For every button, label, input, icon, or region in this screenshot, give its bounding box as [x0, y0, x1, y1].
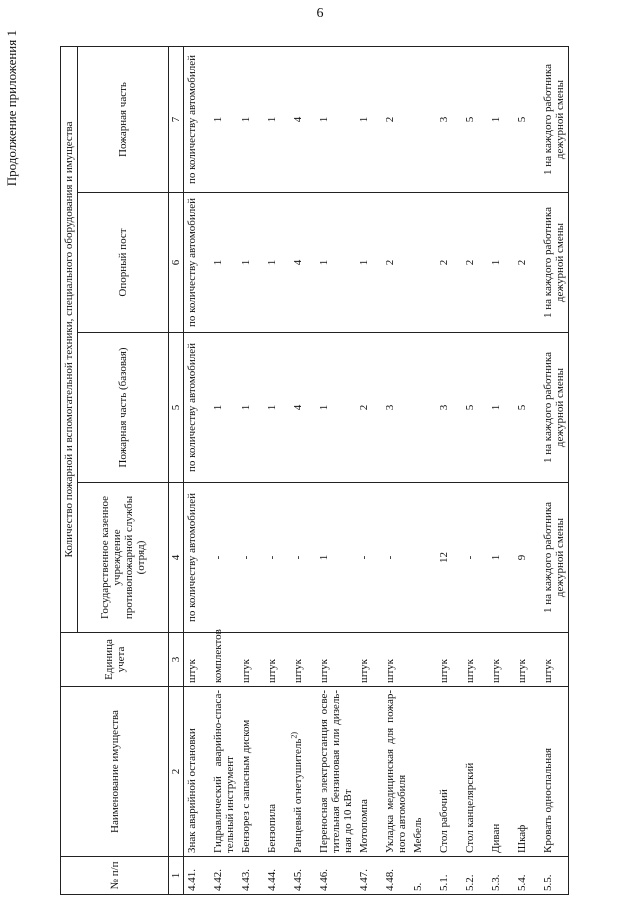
row-no: 5.4. [514, 857, 540, 895]
row-col6: 1 на каждого работника дежурной смены [540, 193, 569, 333]
row-col6: 2 [514, 193, 540, 333]
row-col7: 1 [264, 47, 290, 193]
row-col7: 2 [382, 47, 410, 193]
row-no: 5.2. [462, 857, 488, 895]
col-number: 3 [169, 633, 184, 687]
row-col4: по количеству автомобилей [184, 483, 211, 633]
row-col7: 1 [356, 47, 382, 193]
row-col6: 1 [210, 193, 238, 333]
row-col4: - [238, 483, 264, 633]
row-no: 4.42. [210, 857, 238, 895]
row-col4: - [462, 483, 488, 633]
table-row [382, 47, 410, 895]
table-row [514, 47, 540, 895]
row-name [290, 687, 316, 857]
row-col5: 5 [462, 333, 488, 483]
row-col6 [410, 193, 436, 333]
row-col4: 12 [436, 483, 462, 633]
row-col5: 3 [436, 333, 462, 483]
row-unit: штук [184, 633, 211, 687]
col-number: 2 [169, 687, 184, 857]
row-col5: 3 [382, 333, 410, 483]
row-name: Бензорез с запасным диском [238, 687, 264, 857]
row-no: 4.48. [382, 857, 410, 895]
table-row [264, 47, 290, 895]
row-col5: 2 [356, 333, 382, 483]
row-unit: штук [462, 633, 488, 687]
row-col7: 5 [462, 47, 488, 193]
row-name: Диван [488, 687, 514, 857]
row-no: 4.45. [290, 857, 316, 895]
header-unit: Единица учета [61, 633, 169, 687]
row-col7: 4 [290, 47, 316, 193]
row-name: Знак аварийной остановки [184, 687, 211, 857]
row-no: 5. [410, 857, 436, 895]
row-col5 [410, 333, 436, 483]
table-row [316, 47, 356, 895]
row-name: Шкаф [514, 687, 540, 857]
row-unit: штук [382, 633, 410, 687]
row-name: Мебель [410, 687, 436, 857]
col-number: 5 [169, 333, 184, 483]
row-name: Бензопила [264, 687, 290, 857]
row-name: Стол канцелярский [462, 687, 488, 857]
row-no: 5.1. [436, 857, 462, 895]
row-col6: 2 [382, 193, 410, 333]
row-name: Стол рабочий [436, 687, 462, 857]
row-col6: 2 [436, 193, 462, 333]
column-number-row [169, 47, 184, 895]
row-col4: 1 на каждого работника дежурной смены [540, 483, 569, 633]
row-no: 4.44. [264, 857, 290, 895]
row-unit: штук [356, 633, 382, 687]
table-row [210, 47, 238, 895]
row-name: Кровать односпальная [540, 687, 569, 857]
header-row [61, 47, 78, 895]
row-col5: 1 [210, 333, 238, 483]
row-col6: 1 [316, 193, 356, 333]
table-row [436, 47, 462, 895]
row-col7: 3 [436, 47, 462, 193]
row-no: 4.43. [238, 857, 264, 895]
header-quantity: Количество пожарной и вспомогательной техники, специального оборудования и имущества [61, 47, 78, 633]
table-row [540, 47, 569, 895]
row-unit: штук [290, 633, 316, 687]
row-col4: - [356, 483, 382, 633]
row-no: 5.3. [488, 857, 514, 895]
row-col7: 1 [238, 47, 264, 193]
row-col6: 4 [290, 193, 316, 333]
row-col5: по количеству автомобилей [184, 333, 211, 483]
row-col7: 1 [210, 47, 238, 193]
row-name: Укладка медицинская для пожар-ного автомобиля [382, 687, 410, 857]
row-col5: 5 [514, 333, 540, 483]
row-col5: 1 [488, 333, 514, 483]
row-unit: штук [436, 633, 462, 687]
row-name: Переносная электростанция осве-тительная бензиновая или дизель-ная до 10 кВт [316, 687, 356, 857]
table-row [290, 47, 316, 895]
row-col4: 1 [488, 483, 514, 633]
row-unit: штук [238, 633, 264, 687]
row-no: 4.41. [184, 857, 211, 895]
row-no: 4.46. [316, 857, 356, 895]
row-col7 [410, 47, 436, 193]
row-col6: 1 [264, 193, 290, 333]
row-col4: - [382, 483, 410, 633]
appendix-label: Продолжение приложения 1 [4, 30, 19, 187]
row-col4: - [290, 483, 316, 633]
header-col7: Пожарная часть [78, 47, 169, 193]
table-row [238, 47, 264, 895]
row-col6: 1 [488, 193, 514, 333]
row-col6: 1 [356, 193, 382, 333]
row-unit: штук [540, 633, 569, 687]
row-name-text: Ранцевый огнетушитель [292, 738, 304, 853]
header-col6: Опорный пост [78, 193, 169, 333]
row-unit: штук [514, 633, 540, 687]
row-col6: 1 [238, 193, 264, 333]
row-col7: 5 [514, 47, 540, 193]
row-unit: штук [488, 633, 514, 687]
header-name: Наименование имущества [61, 687, 169, 857]
page-number: 6 [316, 6, 324, 21]
header-col5: Пожарная часть (базовая) [78, 333, 169, 483]
row-col6: 2 [462, 193, 488, 333]
row-col5: 1 [316, 333, 356, 483]
row-col5: 1 [238, 333, 264, 483]
row-col4 [410, 483, 436, 633]
row-col7: 1 [488, 47, 514, 193]
col-number: 1 [169, 857, 184, 895]
row-col5: 4 [290, 333, 316, 483]
row-unit [410, 633, 436, 687]
row-no: 5.5. [540, 857, 569, 895]
header-col4: Государственное казенное учреждение противопожарной службы (отряд) [78, 483, 169, 633]
col-number: 7 [169, 47, 184, 193]
table-row [488, 47, 514, 895]
row-col5: 1 на каждого работника дежурной смены [540, 333, 569, 483]
col-number: 6 [169, 193, 184, 333]
row-no: 4.47. [356, 857, 382, 895]
row-col6: по количеству автомобилей [184, 193, 211, 333]
table-row [184, 47, 211, 895]
row-name: Мотопомпа [356, 687, 382, 857]
row-col7: 1 [316, 47, 356, 193]
row-name: Гидравлический аварийно-спаса-тельный инструмент [210, 687, 238, 857]
row-col4: 1 [316, 483, 356, 633]
col-number: 4 [169, 483, 184, 633]
row-col7: 1 на каждого работника дежурной смены [540, 47, 569, 193]
row-col4: - [264, 483, 290, 633]
header-no: № п/п [61, 857, 169, 895]
property-table [60, 46, 569, 895]
footnote-mark: 2) [289, 731, 299, 739]
row-unit: комплектов [210, 633, 238, 687]
table-row [410, 47, 436, 895]
row-unit: штук [264, 633, 290, 687]
row-col4: - [210, 483, 238, 633]
row-col5: 1 [264, 333, 290, 483]
table-row [462, 47, 488, 895]
row-col7: по количеству автомобилей [184, 47, 211, 193]
row-unit: штук [316, 633, 356, 687]
table-row [356, 47, 382, 895]
row-col4: 9 [514, 483, 540, 633]
